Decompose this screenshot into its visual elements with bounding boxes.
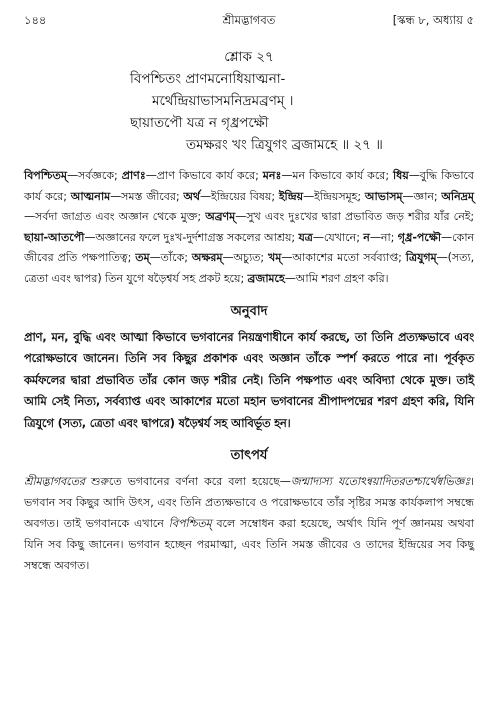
purport-segment: । ভগবান সব কিছুর আদি উৎস, এবং তিনি প্রত্যক্ষভাবে ও পরোক্ষভাবে তাঁর সৃষ্টির সমস্ত কার্যকলাপ সম্বন্ধে অবগত। তাই ভগবানকে এখানে — [24, 475, 475, 531]
synonym-word: খম্ — [268, 251, 282, 265]
synonym-meaning: —আকাশের মতো সর্বব্যাপ্ত; — [281, 251, 406, 265]
purport-quote: শ্রীমদ্ভাগবতের — [24, 475, 85, 489]
synonym-meaning: —বুদ্ধি কিভাবে কার্য করে; — [24, 169, 474, 203]
purport-text — [24, 471, 474, 576]
synonym-meaning: —যেখানে; — [312, 230, 364, 244]
verse-title: শ্লোক ২৭ — [224, 49, 274, 65]
synonym-word: অক্ষরম্ — [191, 251, 223, 265]
synonym-meaning: —সমস্ত জীবের; — [110, 189, 184, 203]
synonym-word: অনিদ্রম্ — [441, 189, 474, 203]
synonym-meaning: —সুখ এবং দুঃখের দ্বারা প্রভাবিত জড় শরীর যাঁর নেই; — [235, 210, 475, 224]
synonym-word: তম্ — [135, 251, 150, 265]
synonym-word: বিপশ্চিতম্ — [24, 169, 67, 182]
synonym-meaning: —সর্বদা জাগ্রত এবং অজ্ঞান থেকে মুক্ত; — [24, 210, 206, 224]
purport-segment: বলে সম্বোধন করা হয়েছে, অর্থাৎ যিনি পূর্ণ জ্ঞানময় অথবা যিনি সব কিছু জানেন। ভগবান হচ্ছেন পরমাত্মা, এবং তিনি সমস্ত জীবের ও তাদের ইন্দ্রিয়ের সব কিছু সম্বন্ধে অবগত। — [24, 517, 474, 573]
synonym-word: আত্মনাম — [70, 189, 111, 203]
verse-line-3: ছায়াতপৌ যত্র ন গৃধ্রপক্ষৌ — [130, 115, 269, 131]
translation-heading: অনুবাদ — [230, 303, 268, 319]
synonym-word: ত্রিযুগম্ — [405, 251, 437, 265]
synonym-word: ছায়া-আতপৌ — [24, 230, 85, 244]
synonym-word: ব্রজামহে — [247, 271, 285, 285]
synonym-word: প্রাণঃ — [121, 169, 146, 182]
purport-quote: জন্মাদ্যস্য যতোঽন্বয়াদিতরতশ্চার্থেষ্বভিজ্ঞঃ — [290, 475, 471, 489]
synonym-meaning: —সর্বজ্ঞকে; — [66, 169, 122, 182]
verse-line-4: তমক্ষরং খং ত্রিযুগং ব্রজামহে ॥ ২৭ ॥ — [186, 137, 383, 153]
synonym-meaning: —ইন্দ্রিয়ের বিষয়; — [200, 189, 279, 203]
synonym-meaning: —মন কিভাবে কার্য করে; — [281, 169, 393, 182]
synonym-word: মনঃ — [262, 169, 282, 182]
synonym-meaning: —আমি শরণ গ্রহণ করি। — [284, 271, 389, 285]
verse-line-2: মর্থেন্দ্রিয়াভাসমনিদ্রমব্রণম্ । — [152, 93, 294, 109]
synonym-meaning: —প্রাণ কিভাবে কার্য করে; — [145, 169, 263, 182]
purport-heading: তাৎপর্য — [230, 448, 268, 464]
page-number: ১৪৪ — [24, 13, 47, 27]
synonym-meaning: —অচ্যুত; — [222, 251, 269, 265]
synonyms-paragraph — [24, 166, 474, 290]
synonym-word: গৃধ্র-পক্ষৌ — [397, 230, 441, 244]
synonym-word: যত্র — [298, 230, 313, 244]
page — [24, 10, 474, 576]
verse-line-1: বিপশ্চিতং প্রাণমনোধিয়াত্মনা- — [130, 71, 286, 87]
synonym-word: ন — [363, 230, 370, 244]
purport-segment: শুরুতে ভগবানের বর্ণনা করে বলা হয়েছে— — [84, 475, 291, 489]
synonym-word: ইন্দ্রিয় — [278, 189, 304, 203]
synonym-meaning: —তাঁকে; — [149, 251, 192, 265]
synonym-word: অব্রণম্ — [205, 210, 236, 224]
synonym-meaning: —কোন জীবের প্রতি পক্ষপাতিত্ব; — [24, 230, 474, 265]
chapter-reference: [স্কন্ধ ৮, অধ্যায় ৫ — [392, 13, 474, 27]
verse-block — [24, 46, 474, 156]
synonym-meaning: —ইন্দ্রিয়সমূহ; — [303, 189, 365, 203]
page-header — [24, 10, 474, 34]
synonym-word: আভাসম্ — [364, 189, 403, 203]
synonym-meaning: —অজ্ঞানের ফলে দুঃখ-দুর্দশাগ্রস্ত সকলের আশ্রয়; — [84, 230, 299, 244]
book-title: শ্রীমদ্ভাগবত — [222, 13, 276, 27]
synonym-meaning: —জ্ঞান; — [402, 189, 442, 203]
translation-text: প্রাণ, মন, বুদ্ধি এবং আত্মা কিভাবে ভগবানের নিয়ন্ত্রণাধীনে কার্য করছে, তা তিনি প্রত্যক্ষভাবে এবং পরোক্ষভাবে জানেন। তিনি সব কিছুর প্রকাশক এবং অজ্ঞান তাঁকে স্পর্শ করতে পারে না। পূর্বকৃত কর্মফলের দ্বারা প্রভাবিত তাঁর কোন জড় শরীর নেই। তিনি পক্ষপাত এবং অবিদ্যা থেকে মুক্ত। তাই আমি সেই নিত্য, সর্বব্যাপ্ত এবং আকাশের মতো মহান ভগবানের শ্রীপাদপদ্মের শরণ গ্রহণ করি, যিনি ত্রিযুগে (সত্য, ত্রেতা এবং দ্বাপরে) ষড়ৈশ্বর্য সহ আবির্ভূত হন। — [24, 329, 474, 430]
synonym-word: ধিয় — [392, 169, 409, 182]
synonym-word: অর্থ — [183, 189, 201, 203]
synonym-meaning: —(সত্য, ত্রেতা এবং দ্বাপর) তিন যুগে ষড়ৈশ্বর্য সহ প্রকট হয়ে; — [24, 251, 474, 285]
purport-quote: বিপশ্চিতম্ — [168, 517, 212, 531]
synonym-meaning: —না; — [369, 230, 398, 244]
